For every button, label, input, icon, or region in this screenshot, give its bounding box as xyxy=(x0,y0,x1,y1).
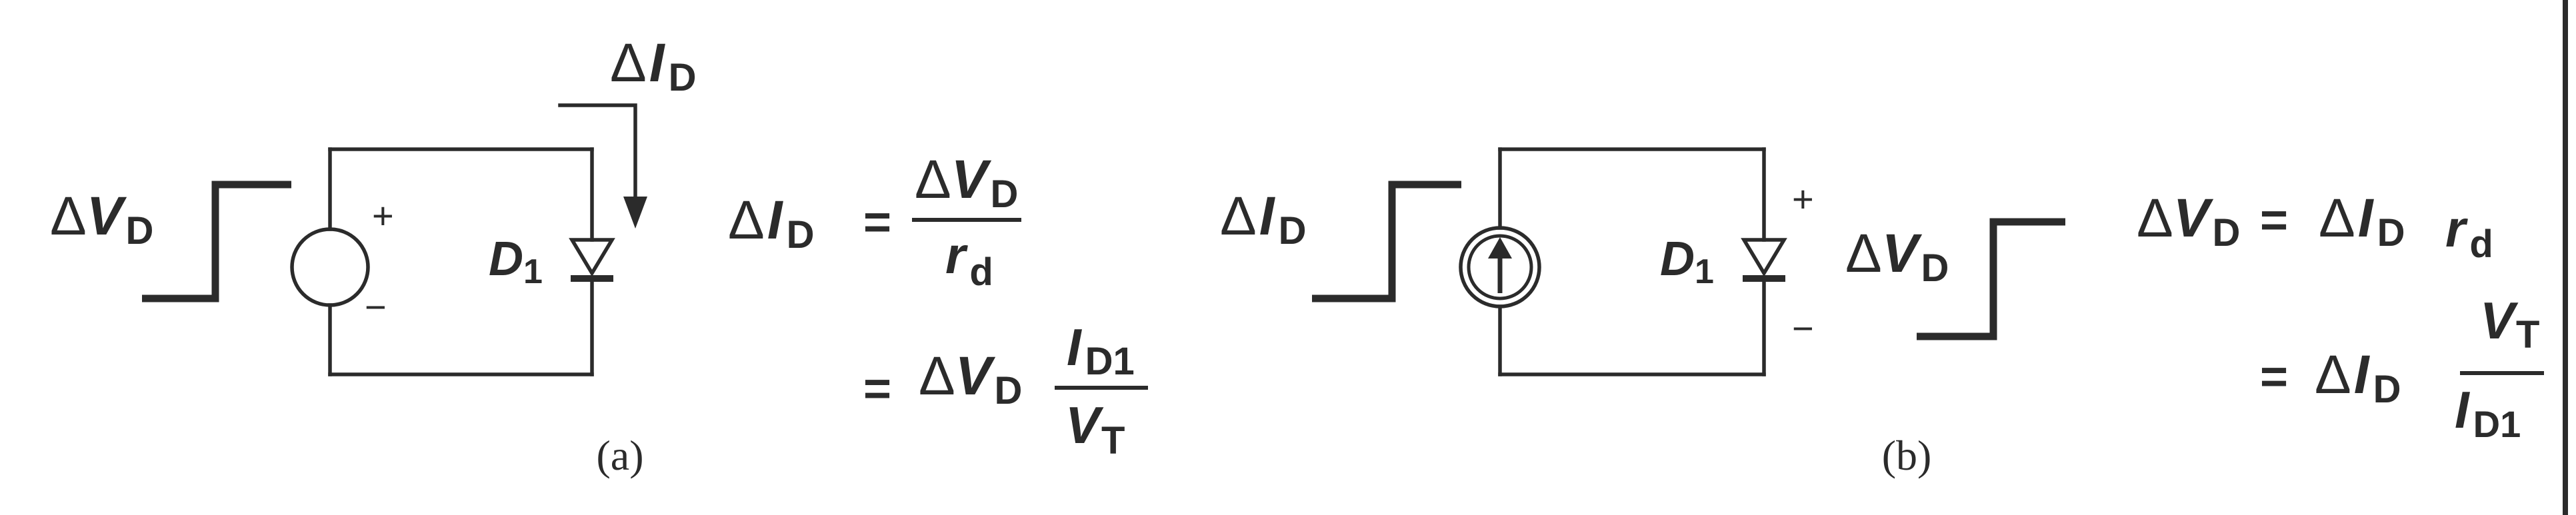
minus-sign-a: − xyxy=(365,286,387,328)
subscript-d: D xyxy=(990,173,1019,216)
i-symbol: I xyxy=(2353,344,2369,405)
subscript-d1: D1 xyxy=(2473,403,2521,445)
equals-sign: = xyxy=(2260,194,2289,247)
delta-symbol: Δ xyxy=(2319,188,2355,249)
subscript-d: D xyxy=(2377,211,2405,255)
v-symbol: V xyxy=(86,186,123,247)
subscript-1: 1 xyxy=(1695,253,1714,291)
i-symbol: I xyxy=(2357,188,2373,249)
minus-sign-b: − xyxy=(1792,307,1814,349)
delta-symbol: Δ xyxy=(728,190,765,251)
d-symbol: D xyxy=(489,233,523,286)
v-symbol: V xyxy=(2173,188,2210,249)
equals-sign: = xyxy=(863,362,892,416)
v-symbol: V xyxy=(1065,396,1101,454)
plus-sign-a: + xyxy=(372,195,394,237)
r-symbol: r xyxy=(2445,199,2466,258)
subscript-d: D xyxy=(2212,211,2241,255)
delta-symbol: Δ xyxy=(915,149,951,210)
i-symbol: I xyxy=(2455,380,2469,439)
delta-symbol: Δ xyxy=(50,186,87,247)
v-symbol: V xyxy=(955,346,992,406)
delta-symbol: Δ xyxy=(2137,188,2173,249)
delta-symbol: Δ xyxy=(1220,186,1257,247)
subscript-d1: D1 xyxy=(1085,340,1135,383)
d-symbol: D xyxy=(1660,233,1695,286)
subscript-1: 1 xyxy=(523,253,543,291)
subscript-d: D xyxy=(125,209,154,253)
delta-symbol: Δ xyxy=(1845,223,1882,284)
i-symbol: I xyxy=(1259,186,1275,247)
subscript-d: D xyxy=(668,56,697,99)
caption-b: (b) xyxy=(1881,432,1932,479)
r-symbol: r xyxy=(945,226,966,284)
subscript-t: T xyxy=(1101,419,1125,462)
delta-symbol: Δ xyxy=(919,346,955,406)
i-symbol: I xyxy=(1067,318,1081,376)
i-symbol: I xyxy=(649,33,665,93)
v-symbol: V xyxy=(2480,291,2515,350)
i-symbol: I xyxy=(767,190,783,251)
delta-symbol: Δ xyxy=(2315,344,2351,405)
subscript-d: d xyxy=(969,251,993,294)
equals-sign: = xyxy=(863,196,892,249)
subscript-d: d xyxy=(2469,223,2493,266)
subscript-t: T xyxy=(2516,313,2540,356)
subscript-d: D xyxy=(2373,368,2401,411)
subscript-d: D xyxy=(786,213,815,257)
subscript-d: D xyxy=(994,369,1023,412)
plus-sign-b: + xyxy=(1792,178,1814,220)
v-symbol: V xyxy=(951,149,988,210)
delta-symbol: Δ xyxy=(610,33,647,93)
subscript-d: D xyxy=(1278,209,1307,253)
caption-a: (a) xyxy=(596,432,644,479)
subscript-d: D xyxy=(1921,247,1949,290)
equals-sign: = xyxy=(2260,350,2289,404)
v-symbol: V xyxy=(1881,223,1919,284)
